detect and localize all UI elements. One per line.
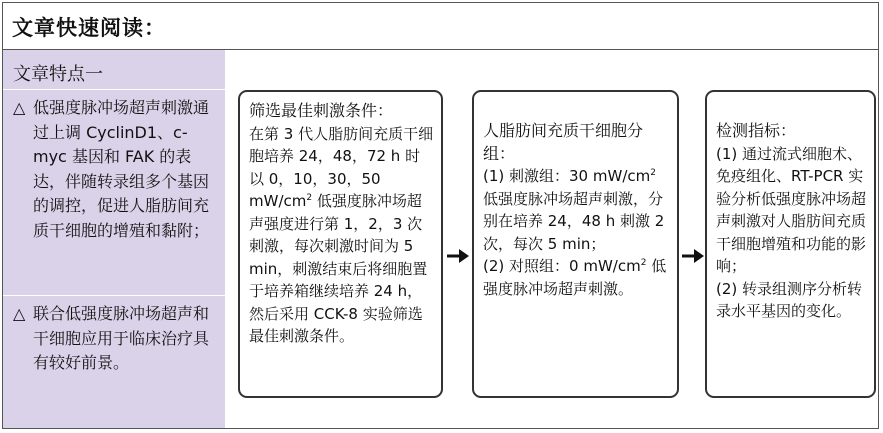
page-title: 文章快速阅读： xyxy=(12,16,166,40)
box-title: 检测指标： xyxy=(716,121,797,140)
box-body xyxy=(249,123,434,348)
box-title: 筛选最佳刺激条件： xyxy=(249,101,394,120)
feature-divider xyxy=(3,295,225,296)
box-body-text: 低强度脉冲场超声刺激。 xyxy=(483,257,667,298)
box-body-text: (2) 对照组：0 mW/cm xyxy=(483,257,641,275)
box-body-text: 低强度脉冲场超声强度进行第 1，2，3 次刺激，每次刺激时间为 5 min，刺激结束后将细胞置于培养箱继续培养 24 h，然后采用 CCK-8 实验筛选最佳刺激条件。 xyxy=(249,192,428,345)
unit-exponent: 2 xyxy=(650,168,656,178)
right-arrow-icon xyxy=(681,244,705,268)
sidebar-heading-divider xyxy=(3,89,225,90)
feature-text: 联合低强度脉冲场超声和干细胞应用于临床治疗具有较好前景。 xyxy=(33,304,210,372)
sidebar-features xyxy=(3,50,225,428)
unit-exponent: 2 xyxy=(306,193,313,203)
unit-exponent: 2 xyxy=(640,258,647,268)
box-content xyxy=(249,100,434,348)
sidebar-heading: 文章特点一 xyxy=(13,64,103,85)
box-content xyxy=(716,120,867,323)
indicator-item: (2) 转录组测序分析转录水平基因的变化。 xyxy=(716,279,863,320)
box-body-text: 在第 3 代人脂肪间充质干细胞培养 24，48，72 h 时以 0，10，30，50 mW/cm xyxy=(249,124,434,210)
detection-indicators-box xyxy=(705,90,876,398)
indicator-item: (1) 通过流式细胞术、免疫组化、RT-PCR 实验分析低强度脉冲场超声刺激对人脂肪间充质干细胞增殖和功能的影响； xyxy=(716,144,867,275)
box-content xyxy=(483,120,670,300)
right-arrow-icon xyxy=(446,244,470,268)
cell-grouping-box xyxy=(472,90,679,398)
box-body-text: 低强度脉冲场超声刺激，分别在培养 24，48 h 刺激 2 次，每次 5 min； xyxy=(483,189,665,253)
feature-item xyxy=(13,302,219,376)
triangle-icon: △ xyxy=(13,98,26,117)
box-body-text: (1) 刺激组：30 mW/cm xyxy=(483,167,651,185)
group-stimulation xyxy=(483,165,670,255)
group-control xyxy=(483,255,670,300)
feature-text: 低强度脉冲场超声刺激通过上调 CyclinD1、c-myc 基因和 FAK 的表达，伴随转录组多个基因的调控，促进人脂肪间充质干细胞的增殖和黏附； xyxy=(33,98,210,240)
header xyxy=(2,2,879,50)
triangle-icon: △ xyxy=(13,304,26,323)
stimulation-screening-box xyxy=(238,90,443,398)
feature-item xyxy=(13,96,219,243)
box-title: 人脂肪间充质干细胞分组： xyxy=(483,121,644,163)
